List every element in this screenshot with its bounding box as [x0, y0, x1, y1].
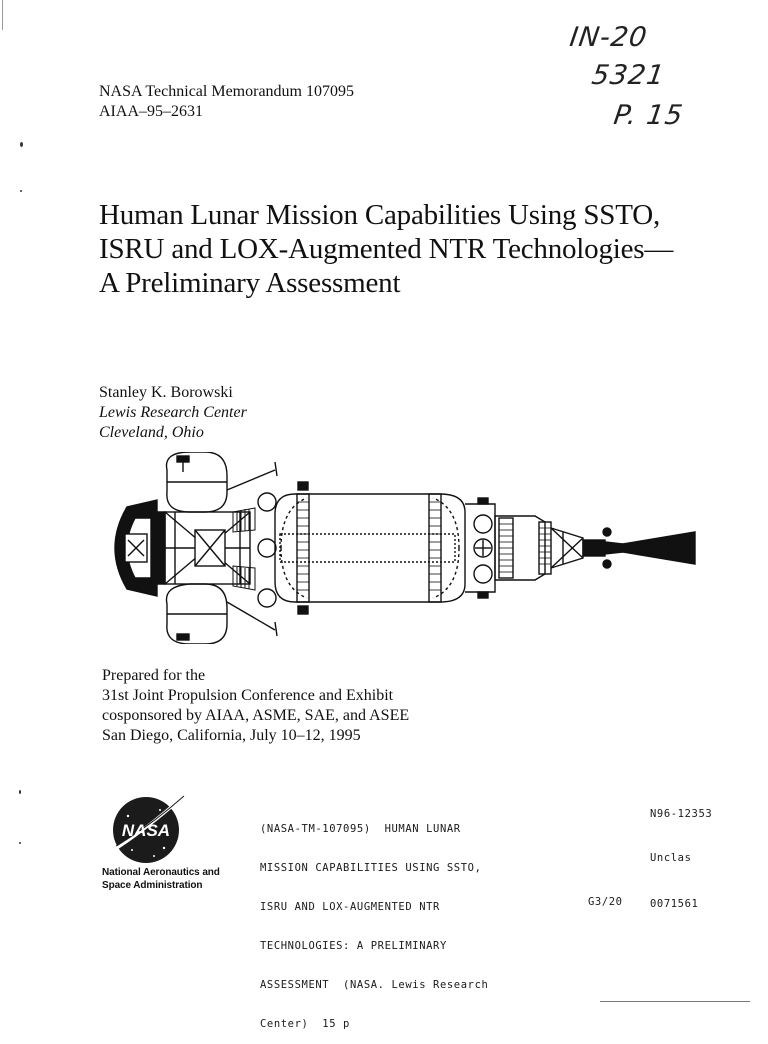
prepared-line-1: Prepared for the: [102, 667, 206, 684]
catalog-line-4: TECHNOLOGIES: A PRELIMINARY: [260, 940, 447, 952]
catalog-record: [260, 797, 488, 1044]
prepared-line-2: 31st Joint Propulsion Conference and Exhibit: [102, 687, 394, 704]
nasa-logo: [108, 790, 188, 866]
spacecraft-illustration: [95, 452, 705, 644]
handwritten-annotation-2: 5321: [589, 60, 667, 91]
subject-category: G3/20: [588, 896, 623, 908]
record-number: 0071561: [650, 898, 699, 910]
prepared-line-4: San Diego, California, July 10–12, 1995: [102, 727, 361, 744]
title-line-1: Human Lunar Mission Capabilities Using SSTO,: [99, 199, 660, 231]
classification-status: Unclas: [650, 852, 692, 864]
catalog-line-5: ASSESSMENT (NASA. Lewis Research: [260, 979, 489, 991]
nasa-caption-line-2: Space Administration: [102, 880, 203, 891]
catalog-line-3: ISRU AND LOX-AUGMENTED NTR: [260, 901, 440, 913]
nasa-caption-line-1: National Aeronautics and: [102, 867, 220, 878]
memo-number: NASA Technical Memorandum 107095: [99, 83, 354, 100]
title-line-2: ISRU and LOX-Augmented NTR Technologies—: [99, 233, 674, 265]
prepared-line-3: cosponsored by AIAA, ASME, SAE, and ASEE: [102, 707, 410, 724]
catalog-line-2: MISSION CAPABILITIES USING SSTO,: [260, 862, 482, 874]
author-block: [99, 383, 247, 443]
accession-number: N96-12353: [650, 808, 713, 820]
nasa-caption: [102, 866, 220, 892]
document-title: [99, 198, 673, 300]
handwritten-annotation-3: P. 15: [611, 100, 686, 131]
author-location: Cleveland, Ohio: [99, 424, 204, 441]
title-line-3: A Preliminary Assessment: [99, 267, 401, 299]
prepared-block: [102, 666, 409, 746]
catalog-line-1: (NASA-TM-107095) HUMAN LUNAR: [260, 823, 461, 835]
author-affiliation: Lewis Research Center: [99, 404, 247, 421]
author-name: Stanley K. Borowski: [99, 384, 233, 401]
aiaa-number: AIAA–95–2631: [99, 103, 203, 120]
catalog-line-6: Center) 15 p: [260, 1018, 350, 1030]
scan-edge-line: [600, 1001, 750, 1002]
nasa-logo-text: NASA: [121, 821, 171, 840]
handwritten-annotation-1: IN-20: [567, 22, 650, 53]
